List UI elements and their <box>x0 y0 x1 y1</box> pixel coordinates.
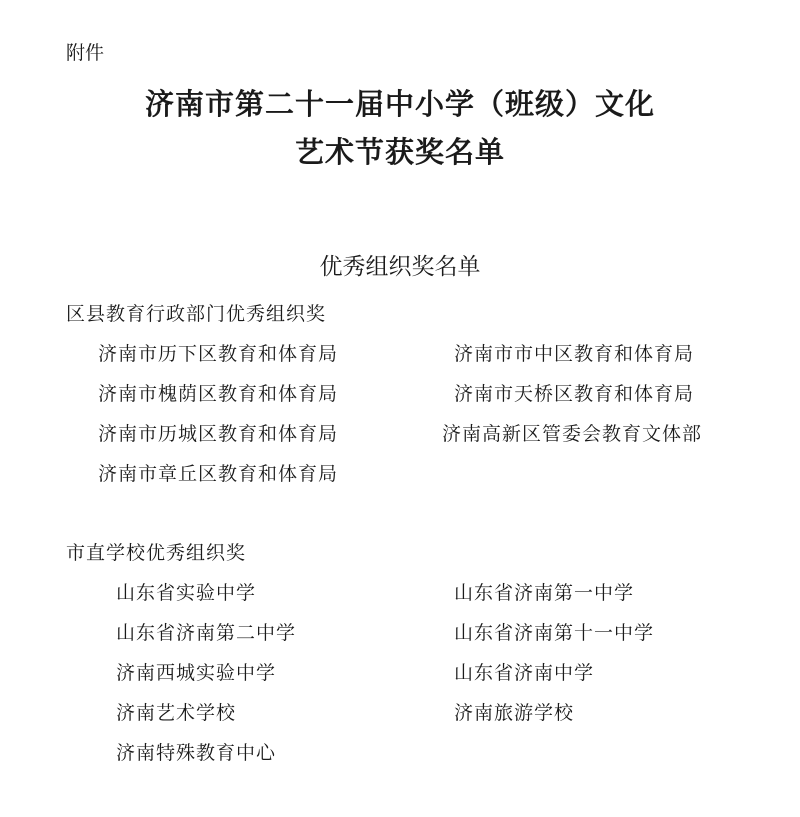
award-entry: 山东省济南中学 <box>454 662 595 684</box>
award-entry: 济南市天桥区教育和体育局 <box>454 383 695 405</box>
award-entry: 山东省实验中学 <box>116 582 257 604</box>
award-entry: 济南市章丘区教育和体育局 <box>98 463 339 485</box>
document-title-line-1: 济南市第二十一届中小学（班级）文化 <box>144 87 655 121</box>
award-entry: 山东省济南第二中学 <box>116 622 297 644</box>
award-entry: 济南市槐荫区教育和体育局 <box>98 383 339 405</box>
award-entry: 济南特殊教育中心 <box>116 742 277 764</box>
attachment-label: 附件 <box>66 42 105 64</box>
award-entry: 济南市历下区教育和体育局 <box>98 343 339 365</box>
document-title-line-2: 艺术节获奖名单 <box>294 135 505 169</box>
award-entry: 济南旅游学校 <box>454 702 575 724</box>
award-entry: 济南西城实验中学 <box>116 662 277 684</box>
award-entry: 济南艺术学校 <box>116 702 237 724</box>
award-entry: 济南市历城区教育和体育局 <box>98 423 339 445</box>
award-entry: 济南市市中区教育和体育局 <box>454 343 695 365</box>
section-heading-district: 区县教育行政部门优秀组织奖 <box>66 303 327 325</box>
award-entry: 济南高新区管委会教育文体部 <box>442 423 703 445</box>
section-heading-municipal-schools: 市直学校优秀组织奖 <box>66 542 247 564</box>
list-subtitle: 优秀组织奖名单 <box>319 254 481 280</box>
award-entry: 山东省济南第一中学 <box>454 582 635 604</box>
award-entry: 山东省济南第十一中学 <box>454 622 655 644</box>
